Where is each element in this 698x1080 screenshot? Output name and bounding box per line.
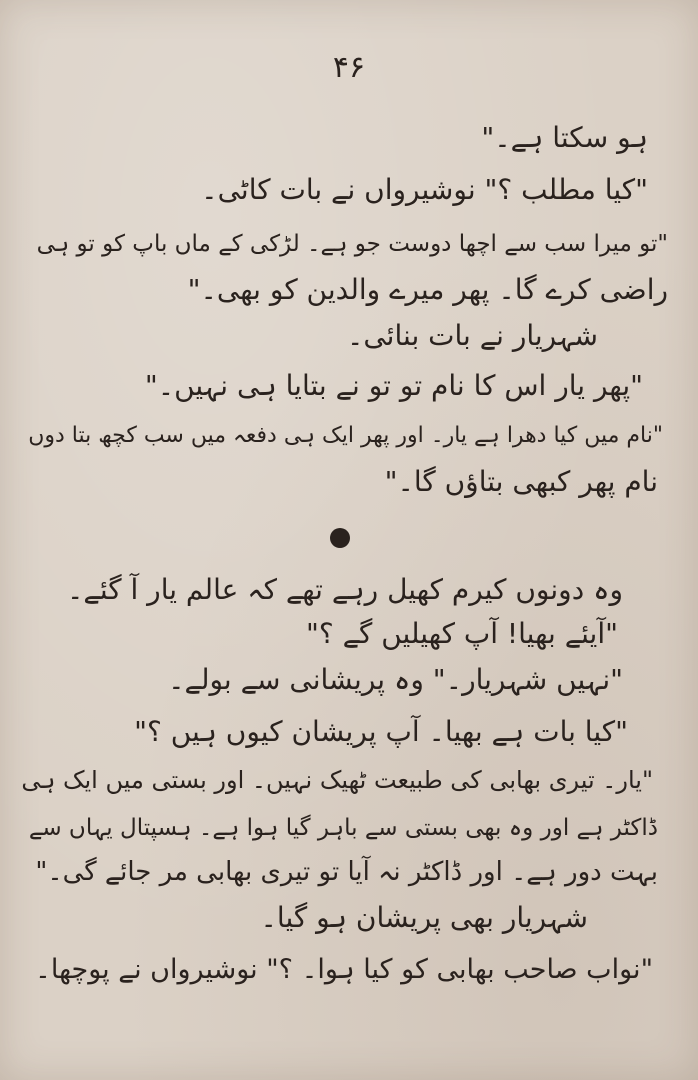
text-line-7: "نام میں کیا دھرا ہے یار۔ اور پھر ایک ہی دفعہ میں سب کچھ بتا دوں: [28, 423, 663, 448]
page-number: ۴۶: [332, 50, 366, 85]
text-line-5: شہریار نے بات بنائی۔: [346, 319, 598, 352]
text-line-4: راضی کرے گا۔ پھر میرے والدین کو بھی۔": [187, 273, 668, 306]
text-line-2: "کیا مطلب ؟" نوشیرواں نے بات کاٹی۔: [201, 173, 648, 206]
text-line-16: شہریار بھی پریشان ہو گیا۔: [260, 901, 588, 934]
text-line-1: ہو سکتا ہے۔": [481, 121, 648, 154]
text-line-13: "یار۔ تیری بھابی کی طبیعت ٹھیک نہیں۔ اور بستی میں ایک ہی: [21, 766, 653, 794]
text-line-8: نام پھر کبھی بتاؤں گا۔": [384, 465, 658, 498]
text-line-9: وہ دونوں کیرم کھیل رہے تھے کہ عالم یار آ گئے۔: [67, 573, 623, 606]
text-line-3: "تو میرا سب سے اچھا دوست جو ہے۔ لڑکی کے ماں باپ کو تو ہی: [36, 231, 668, 257]
text-line-17: "نواب صاحب بھابی کو کیا ہوا۔ ؟" نوشیرواں نے پوچھا۔: [35, 954, 653, 985]
text-line-6: "پھر یار اس کا نام تو تو نے بتایا ہی نہیں۔": [144, 369, 643, 402]
text-line-15: بہت دور ہے۔ اور ڈاکٹر نہ آیا تو تیری بھابی مر جائے گی۔": [35, 857, 658, 887]
text-line-12: "کیا بات ہے بھیا۔ آپ پریشان کیوں ہیں ؟": [134, 715, 628, 748]
section-break-dot: [330, 528, 350, 548]
text-line-10: "آیئے بھیا! آپ کھیلیں گے ؟": [305, 617, 618, 650]
text-line-11: "نہیں شہریار۔" وہ پریشانی سے بولے۔: [168, 663, 623, 696]
text-line-14: ڈاکٹر ہے اور وہ بھی بستی سے باہر گیا ہوا ہے۔ ہسپتال یہاں سے: [28, 815, 658, 841]
